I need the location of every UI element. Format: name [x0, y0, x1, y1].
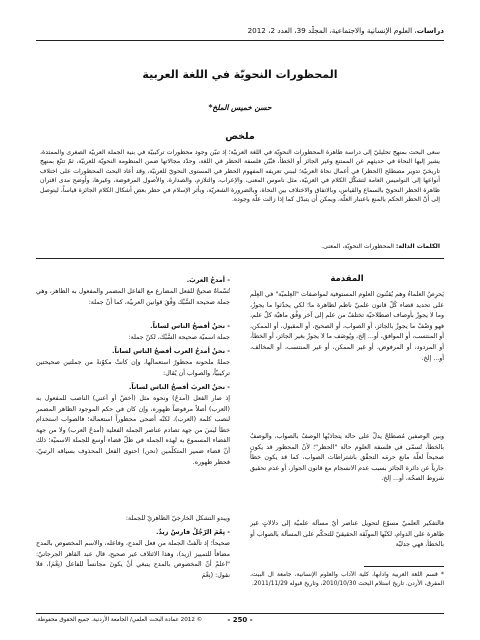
journal-name: دراسات [416, 26, 444, 35]
footer-rule [36, 613, 444, 614]
body-paragraph: إذ صار الفعل (أمدحُ) ونحوه مثل (أخصّ أو أعني) الناصب للمفعول به (العرب) أصلاً مرفوضاً ظهوره، وإن كان في حكم الموجود الظاهر المضمر لنصب كلمة (العرب)، لكنّه أضحى محظوراً استعماله؛ فالصواب استخدام خطأ ليسَ من جهة تصادم عناصر الجملة الفعلية (أمدحُ العرب) ولا من جهة الفضاء المسموع به لهذه الجملة في ظلّ قضاء أوسع للجملة الاسميّة؛ ذلك أنّ قضاء ضمير المتكلّمين (نحن) احتوى الفعل المحذوف بسياقه الرتبيّ، فحظر ظهوره. [36, 395, 230, 466]
body-paragraph: جملة اسميّة صحيحة السَّبْك، لكنّ جملة: [128, 334, 230, 341]
footnote-rule [364, 566, 444, 567]
author-footnote: * قسم اللغة العربية وآدابها، كلية الآداب والعلوم الإنسانية، جامعة آل البيت، المفرق، الأردن. تاريخ استلام البحث 2010/10/30، وتاريخ قبوله 2011/11/29. [250, 572, 444, 588]
header-rule [36, 40, 444, 41]
right-column [250, 274, 444, 611]
abstract-rule [36, 258, 444, 259]
example-sentence: - نحنُ العربَ أفصحُ الناس لساناً. [128, 383, 230, 391]
abstract-heading: ملخص [225, 131, 255, 142]
intro-paragraph-1: يَحرِصُ العلماءُ وهم يُقنّنون العلوم المستوفية لمواصفات "العِلميّة" في العِلْم على تحديد قضاء كُلّ قانون علميّ ناظم لظاهرة ما؛ لكي يحدّثوا ما يجوزُ، وما لا يجوزُ بأوصاف اصطلاحيّة تختلفُ من علم إلى آخر وَفْق ماهيّة كلّ علم، فهو وَصْفٌ ما يجوزُ بالجائز، أو الصواب، أو الصحيح، أو المقبول، أو الممكن، أو المنتسب، أو الموافق، أو... إلخ، ويُوصَف ما لا يجوزُ بغير الجائز، أو الخطأ، أو المردود، أو المرفوض، أو غير الممكن، أو غير المنتسب، أو المخالف، أو... إلخ. [250, 291, 444, 362]
body-paragraph: تُسْماةٌ صحيحٌ للفعل المضارع مع الفاعل المضمر والمفعول به الظاهر، وهي جملة صحيحة السَّبْك وَفْقَ قوانين العربيّة، كما أنّ جملة: [36, 288, 230, 306]
intro-paragraph-3: فالتفكير العلميّ مسوّغ لتحويل عناصر أيّ مسألة علميّة إلى دلالاتٍ غير ظاهرة على الدوام، لكنّها الموثّقة الحقيقيّ للتحكّم على المسألة بالصواب أو بالخطأ، فهي جدليّة [250, 520, 444, 549]
example-sentence: - نحنُ أفصحُ الناس لساناً. [150, 322, 230, 330]
intro-paragraph-2: وبين الوصفين مُصطلحٌ يدلُّ على حالة يتجاذبُها الوصفُ بالصواب، والوصفُ بالخطأ، تُسمّى في فلسفة العلوم حالة "الحظر"؛ لأنّ المحظور قد يكون صحيحاً لعلّة مانع حرمَه التحقّق باشتراطات الصواب، كما قد يكون خطأً جارياً عن دائرة الجائز بسبب عدم الانسجام مع قانون الجواز، أو عدم تحقيق شروط الصحّة، أو... إلخ. [250, 433, 444, 483]
copyright-notice: © 2012 عمادة البحث العلمي/ الجامعة الأردنية. جميع الحقوق محفوظة. [36, 617, 203, 623]
running-header [36, 26, 444, 40]
keywords-label: الكلمات الدالة: [395, 243, 440, 250]
keywords-value: المحظورات النحويّة، المعنى. [321, 243, 394, 250]
body-paragraph: صحيحاً؛ إذ تألّفتْ الجملة من فعل المدح، وفاعله، والاسم المخصوص بالمدح مضافاً للتمييز (زيد)، وهذا الائتلاف غير صحيح، قال عبد القاهر الجرجانيّ: "اعلمْ أنّ المخصوص بالمدح ينبغي أنْ يكونَ مجانساً للفاعل (نِعْمَ)، فلا نقول: (نِعْمَ [36, 540, 230, 579]
abstract-text: سعى البحث بمنهج تحليليّ إلى دراسة ظاهرة المحظورات النحويّة في اللغة العربيّة؛ إذ تبيّن وجود محظورات تركيبيّة في بنية الجملة العربيّة الصغرى والممتدة، يشير إليها النحاة في حديثهم عن الممتنع وغير الجائز أو الخطأ، فبُيّن فلسفة الحظر في اللغة، وحدّد مجالاتها ضمن المنظومة النحويّة للعربيّة، ثمّ تتبّع بمنهج تاريخيّ تدوير مصطلح (الحظر) في أعمال نحاة العربيّة؛ ليبني تعريفه المفهوم الحظر في المستوى النحويّ للعربيّة، وقد أعاد البحث المحظورات على اختلاف أنواعها إلى النواميس العامة لتشكّل الكلام في العربيّة، مثل ناموس المعنى، والإعراب، والتلازم، والصدارة، والأصول المرفوضة، وغيرها، وأوضح مدى اقتران ظاهرة الحظر النحويّ بالسماع والقياس، وبالاتفاق والاختلاف بين النحاة، وبالضرورة الشعريّة، وبأثر الإسلام في حظر بعض أشكال الكلام الجائزة قياساً، ليتوصل إلى أنّ الحظر الحكم بالمنع باعتبار العلّة، ويمكن أن يتبدّل كما إذا زالت علّة وجوده. [40, 149, 440, 204]
left-column [36, 274, 230, 605]
journal-details: ، العلوم الإنسانية والاجتماعية، المجلّد 39، العدد 2، 2012 [247, 26, 417, 35]
example-sentence: - نِعْمَ الرّجُلُ فارسٌ زيدٌ. [156, 528, 230, 536]
body-paragraph: ويبدو التشكل الخارجيّ الظاهريّ للجملة: [125, 515, 230, 522]
example-sentence: - نحنُ أمدحُ العرب أفصحُ الناس لساناً. [111, 347, 230, 355]
article-title: المحظورات النحويّة في اللغة العربية [142, 68, 338, 81]
example-sentence: - أمدحُ العربَ. [186, 276, 230, 284]
article-author: حسن خميس الملخ* [208, 103, 272, 112]
page-number: - 250 - [227, 616, 253, 624]
body-paragraph: جملةٌ ملحونة محظورٌ استعمالُها، وإن كانتْ مكوّنةً من جملتين صحيحتين تركيبيّاً، والصواب أن يُقال: [36, 359, 230, 377]
introduction-heading: المقدمة [330, 274, 364, 284]
page-footer [36, 616, 444, 630]
keywords-line [40, 243, 440, 254]
